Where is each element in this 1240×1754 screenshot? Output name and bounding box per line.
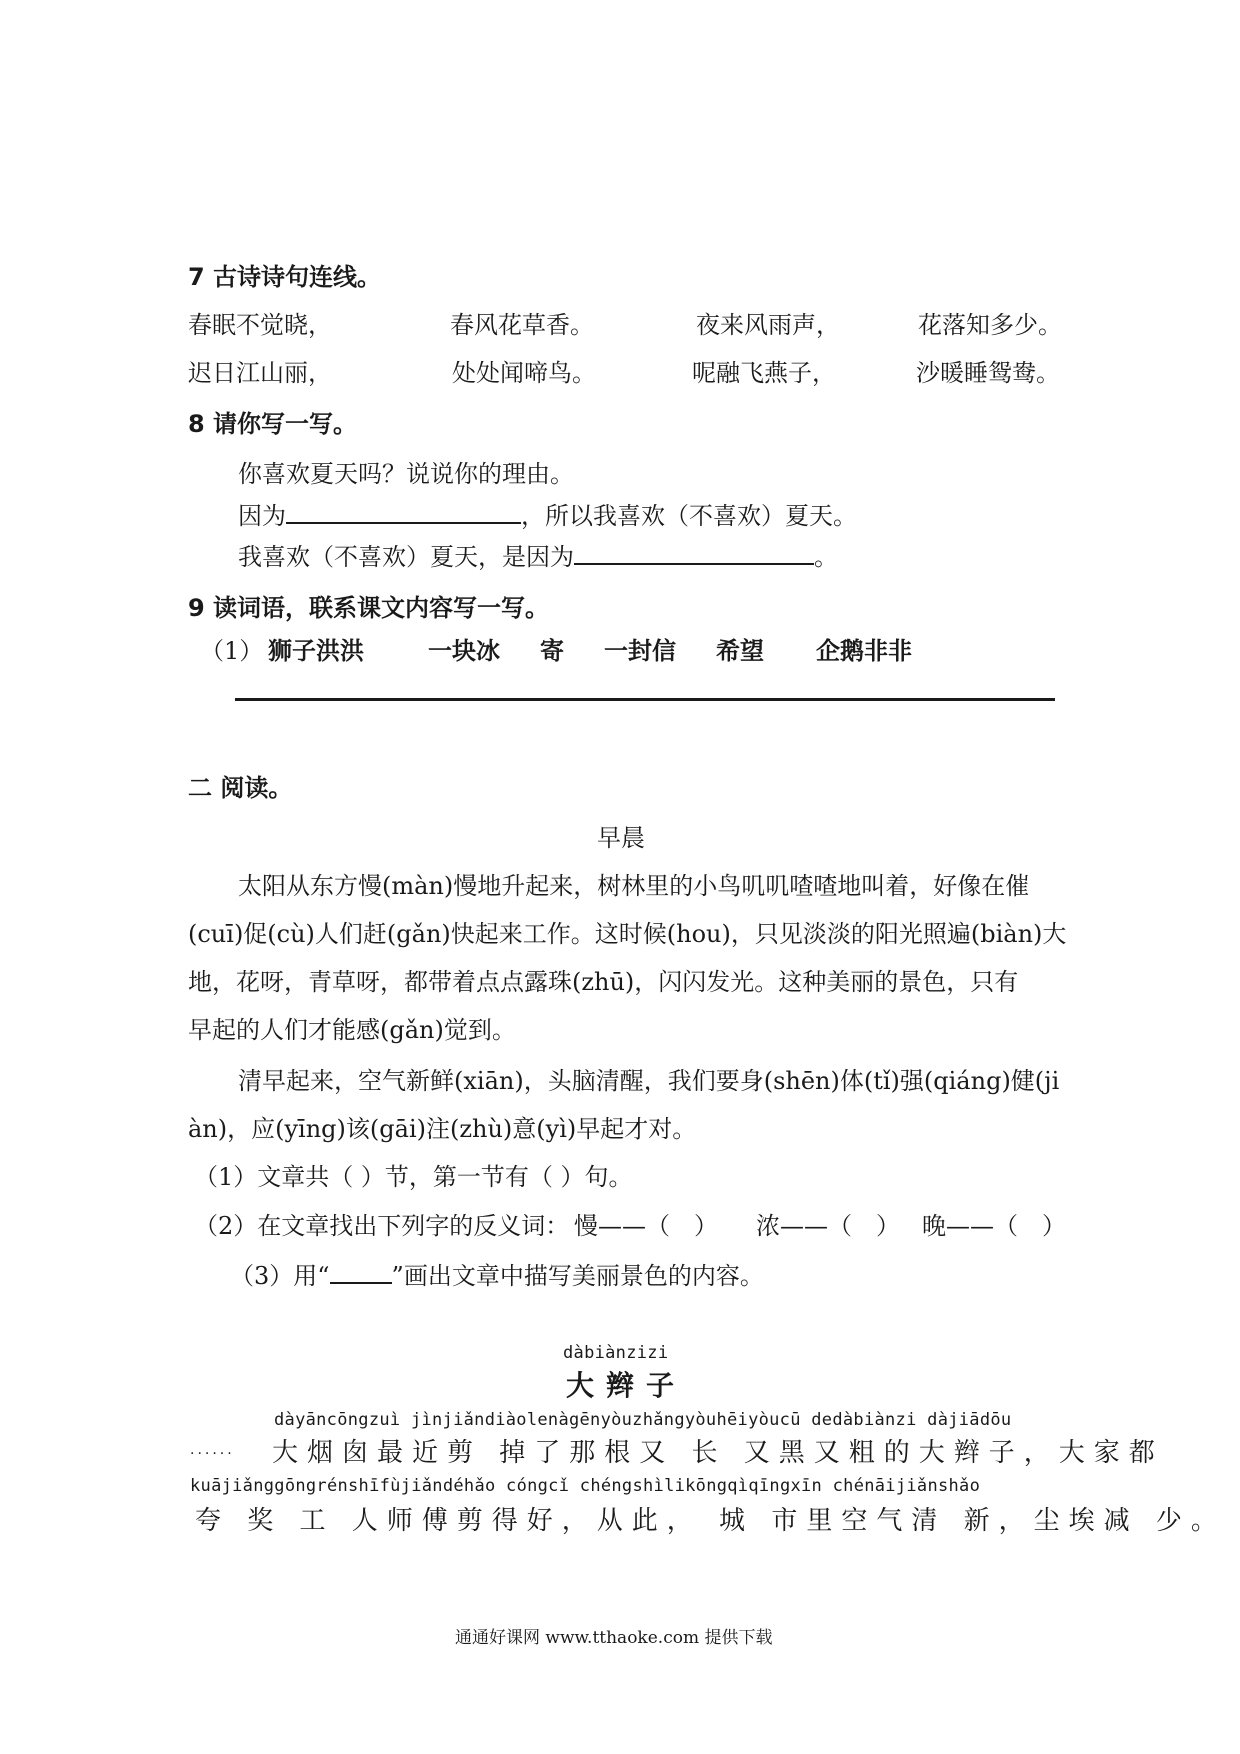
word-item: 希望 bbox=[716, 637, 764, 665]
paragraph-1-line: (cuī)促(cù)人们赶(gǎn)快起来工作。这时候(hou)，只见淡淡的阳光照遍(biàn)大 bbox=[188, 920, 1067, 948]
poem-line: 花落知多少。 bbox=[918, 311, 1062, 339]
question-9-title: 9 读词语，联系课文内容写一写。 bbox=[188, 594, 550, 622]
answer-line-9[interactable] bbox=[235, 698, 1055, 701]
paragraph-1-line: 早起的人们才能感(gǎn)觉到。 bbox=[188, 1016, 516, 1044]
poem-line: 处处闻啼鸟。 bbox=[452, 359, 596, 387]
question-8-prompt: 你喜欢夏天吗？说说你的理由。 bbox=[238, 460, 574, 488]
story-line-1: 大烟囱最近剪 掉了那根又 长 又黑又粗的大辫子，大家都 bbox=[272, 1438, 1164, 1468]
line-1-prefix: 因为 bbox=[238, 502, 286, 530]
word-item: 寄 bbox=[540, 637, 564, 665]
reading-question-2: （2）在文章找出下列字的反义词： bbox=[194, 1212, 570, 1240]
word-item: 狮子洪洪 bbox=[268, 637, 364, 665]
question-9-number: （1） bbox=[200, 637, 264, 665]
word-item: 一封信 bbox=[604, 637, 676, 665]
poem-line: 春眠不觉晓， bbox=[188, 311, 332, 339]
passage-title: 早晨 bbox=[597, 824, 645, 852]
line-2-suffix: 。 bbox=[814, 543, 838, 571]
word-item: 一块冰 bbox=[428, 637, 500, 665]
poem-line: 呢融飞燕子， bbox=[692, 359, 836, 387]
story-line-1-pinyin: dàyāncōngzuì jìnjiǎndiàolenàgēnyòuzhǎngyòuhēiyòucū dedàbiànzi dàjiādōu bbox=[274, 1410, 1012, 1430]
q3-prefix: （3）用“ bbox=[230, 1262, 330, 1290]
antonym-item: 慢——（ ） bbox=[574, 1212, 718, 1240]
poem-line: 夜来风雨声， bbox=[696, 311, 840, 339]
antonym-item: 浓——（ ） bbox=[756, 1212, 900, 1240]
reading-question-3 bbox=[230, 1256, 764, 1291]
story-line-2: 夸 奖 工 人师傅剪得好，从此， 城 市里空气清 新，尘埃减 少。 bbox=[195, 1506, 1226, 1536]
line-1-suffix: ，所以我喜欢（不喜欢）夏天。 bbox=[521, 502, 857, 530]
question-8-title: 8 请你写一写。 bbox=[188, 410, 358, 438]
story-title-pinyin: dàbiànzizi bbox=[563, 1343, 669, 1363]
leading-dots: ...... bbox=[190, 1442, 235, 1458]
story-title: 大辫子 bbox=[566, 1369, 687, 1402]
footer-credit: 通通好课网 www.tthaoke.com 提供下载 bbox=[455, 1628, 773, 1648]
story-line-2-pinyin: kuājiǎnggōngrénshīfùjiǎndéhǎo cóngcǐ chéngshìlikōngqìqīngxīn chénāijiǎnshǎo bbox=[190, 1476, 981, 1496]
question-7-title: 7 古诗诗句连线。 bbox=[188, 263, 382, 291]
q3-suffix: ”画出文章中描写美丽景色的内容。 bbox=[391, 1262, 764, 1290]
answer-blank-2[interactable] bbox=[574, 543, 814, 565]
paragraph-2-line: àn)，应(yīng)该(gāi)注(zhù)意(yì)早起才对。 bbox=[188, 1115, 697, 1143]
question-8-line-1 bbox=[238, 496, 857, 531]
line-2-prefix: 我喜欢（不喜欢）夏天，是因为 bbox=[238, 543, 574, 571]
poem-line: 春风花草香。 bbox=[450, 311, 594, 339]
underline-sample bbox=[330, 1264, 392, 1284]
answer-blank-1[interactable] bbox=[286, 502, 521, 524]
paragraph-2-line: 清早起来，空气新鲜(xiān)，头脑清醒，我们要身(shēn)体(tǐ)强(qiáng)健(ji bbox=[238, 1067, 1060, 1095]
poem-line: 迟日江山丽， bbox=[188, 359, 332, 387]
poem-line: 沙暖睡鸳鸯。 bbox=[916, 359, 1060, 387]
question-8-line-2 bbox=[238, 537, 838, 572]
paragraph-1-line: 地，花呀，青草呀，都带着点点露珠(zhū)，闪闪发光。这种美丽的景色，只有 bbox=[188, 968, 1019, 996]
section-2-title: 二 阅读。 bbox=[188, 774, 293, 802]
paragraph-1-line: 太阳从东方慢(màn)慢地升起来，树林里的小鸟叽叽喳喳地叫着，好像在催 bbox=[238, 872, 1030, 900]
antonym-item: 晚——（ ） bbox=[922, 1212, 1066, 1240]
word-item: 企鹅非非 bbox=[816, 637, 912, 665]
reading-question-1: （1）文章共（ ）节，第一节有（ ）句。 bbox=[194, 1163, 633, 1191]
